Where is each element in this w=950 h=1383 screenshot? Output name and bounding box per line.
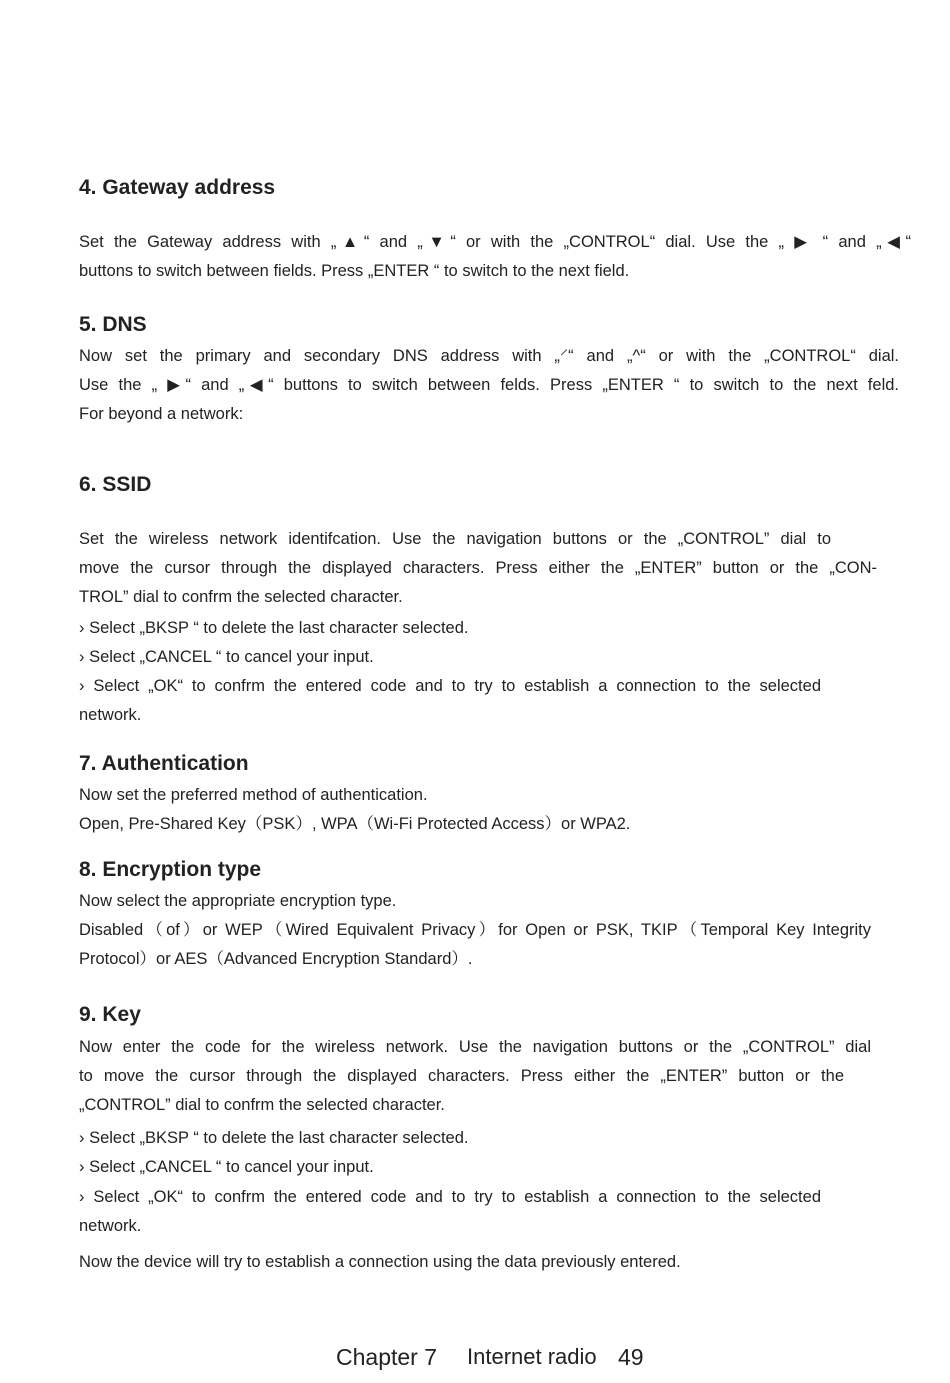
key-text-line-3: „CONTROL” dial to confrm the selected character. <box>79 1096 445 1114</box>
ssid-text-line-2: move the cursor through the displayed characters. Press either the „ENTER” button or the „CON- <box>79 559 877 577</box>
footer-chapter-title: Internet radio <box>467 1344 597 1369</box>
section-heading-authentication: 7. Authentication <box>79 752 249 775</box>
footer-chapter-label: Chapter 7 <box>336 1344 438 1370</box>
ssid-bullet-cancel: › Select „CANCEL “ to cancel your input. <box>79 648 374 666</box>
encryption-text-line-2: Disabled（of）or WEP（Wired Equivalent Privacy）for Open or PSK, TKIP（Temporal Key Integrity <box>79 921 871 939</box>
page-number: 49 <box>618 1344 644 1370</box>
gateway-text-line-2: buttons to switch between fields. Press „ENTER “ to switch to the next field. <box>79 262 630 280</box>
dns-text-line-1: Now set the primary and secondary DNS address with „⸍“ and „^“ or with the „CONTROL“ dial. <box>79 347 899 365</box>
ssid-bullet-ok: › Select „OK“ to confrm the entered code and to try to establish a connection to the selected <box>79 677 821 695</box>
key-text-line-1: Now enter the code for the wireless network. Use the navigation buttons or the „CONTROL” dial <box>79 1038 871 1056</box>
dns-text-line-3: For beyond a network: <box>79 405 244 423</box>
dns-text-line-2: Use the „ ▶“ and „◀“ buttons to switch between felds. Press „ENTER “ to switch to the next feld. <box>79 376 899 394</box>
gateway-text-line-1: Set the Gateway address with „▲“ and „▼“ or with the „CONTROL“ dial. Use the „ ▶ “ and „◀“ <box>79 233 911 251</box>
authentication-text-line-2: Open, Pre-Shared Key（PSK）, WPA（Wi-Fi Protected Access）or WPA2. <box>79 815 631 833</box>
ssid-text-line-3: TROL” dial to confrm the selected character. <box>79 588 403 606</box>
encryption-text-line-1: Now select the appropriate encryption type. <box>79 892 397 910</box>
ssid-bullet-bksp: › Select „BKSP “ to delete the last character selected. <box>79 619 469 637</box>
key-text-line-2: to move the cursor through the displayed characters. Press either the „ENTER” button or the <box>79 1067 844 1085</box>
section-heading-ssid: 6. SSID <box>79 473 152 496</box>
key-bullet-ok: › Select „OK“ to confrm the entered code and to try to establish a connection to the selected <box>79 1188 821 1206</box>
authentication-text-line-1: Now set the preferred method of authentication. <box>79 786 428 804</box>
ssid-text-line-1: Set the wireless network identifcation. Use the navigation buttons or the „CONTROL” dial to <box>79 530 831 548</box>
key-bullet-bksp: › Select „BKSP “ to delete the last character selected. <box>79 1129 469 1147</box>
section-heading-encryption: 8. Encryption type <box>79 858 262 881</box>
encryption-text-line-3: Protocol）or AES（Advanced Encryption Standard）. <box>79 950 473 968</box>
section-heading-key: 9. Key <box>79 1003 141 1026</box>
key-bullet-cancel: › Select „CANCEL “ to cancel your input. <box>79 1158 374 1176</box>
key-closing-line: Now the device will try to establish a connection using the data previously entered. <box>79 1253 681 1271</box>
section-heading-dns: 5. DNS <box>79 313 147 336</box>
key-text-line-7: network. <box>79 1217 142 1235</box>
section-heading-gateway: 4. Gateway address <box>79 176 276 199</box>
ssid-text-line-7: network. <box>79 706 142 724</box>
